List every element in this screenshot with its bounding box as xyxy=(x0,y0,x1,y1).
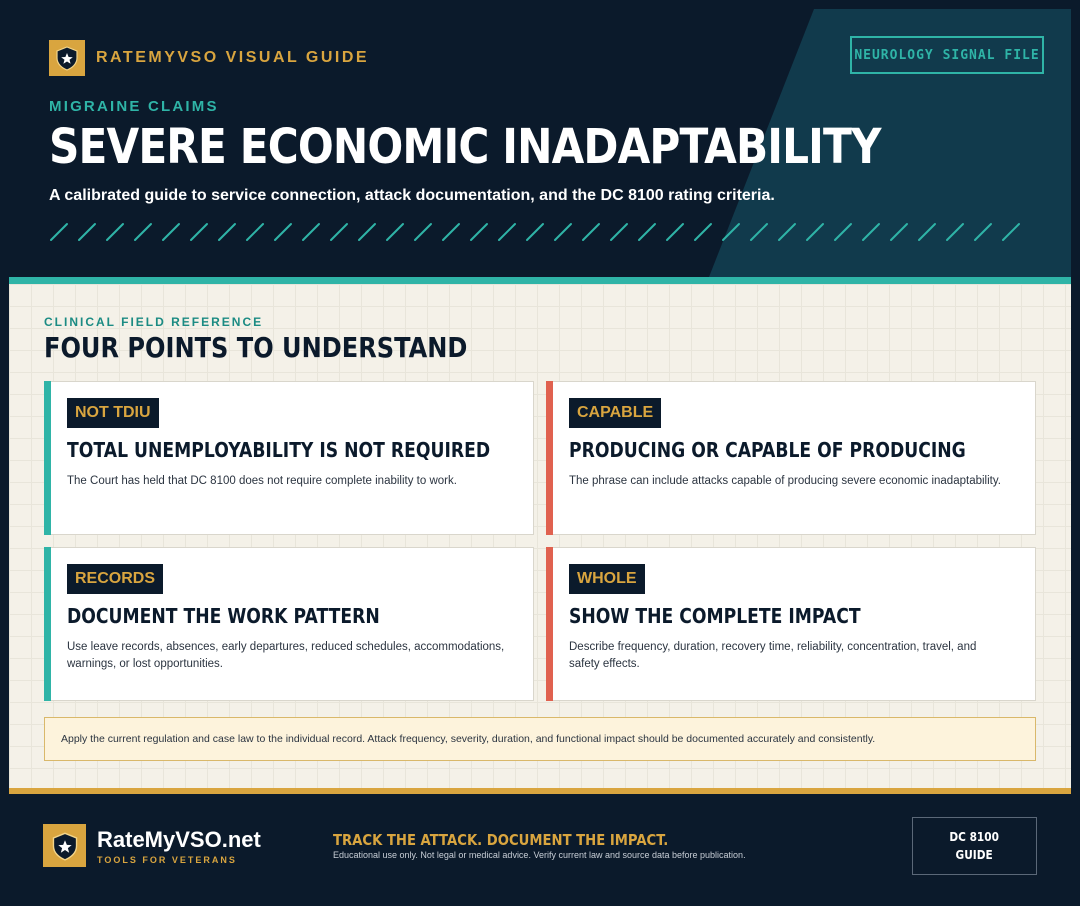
hatch-stroke xyxy=(807,224,823,240)
header xyxy=(9,9,1071,277)
card-title: SHOW THE COMPLETE IMPACT xyxy=(569,604,861,628)
signal-file-label: NEUROLOGY SIGNAL FILE xyxy=(850,36,1044,74)
hatch-stroke xyxy=(695,224,711,240)
hatch-stroke xyxy=(919,224,935,240)
hatch-stroke xyxy=(275,224,291,240)
footer-site-name: RateMyVSO.net xyxy=(97,827,261,852)
hatch-stroke xyxy=(163,224,179,240)
footer-slogan: TRACK THE ATTACK. DOCUMENT THE IMPACT. xyxy=(333,831,669,849)
hatch-stroke xyxy=(219,224,235,240)
header-eyebrow: MIGRAINE CLAIMS xyxy=(49,98,219,115)
guide-frame xyxy=(9,9,1071,897)
card-accent xyxy=(44,381,51,535)
card-accent xyxy=(44,547,51,701)
hatch-stroke xyxy=(359,224,375,240)
hatch-stroke xyxy=(611,224,627,240)
hatch-stroke xyxy=(1003,224,1019,240)
page-subtitle: A calibrated guide to service connection, attack documentation, and the DC 8100 rating criteria. xyxy=(49,187,775,204)
section-title: FOUR POINTS TO UNDERSTAND xyxy=(44,331,468,364)
hatch-stroke xyxy=(891,224,907,240)
card-tag: RECORDS xyxy=(67,564,163,594)
hatch-stroke xyxy=(835,224,851,240)
hatch-stroke xyxy=(947,224,963,240)
card-capable xyxy=(546,381,1036,535)
hatch-stroke xyxy=(387,224,403,240)
footer-disclaimer: Educational use only. Not legal or medical advice. Verify current law and source data before publication. xyxy=(333,850,746,860)
hatch-stroke xyxy=(499,224,515,240)
hatch-stroke xyxy=(975,224,991,240)
hatch-stroke xyxy=(107,224,123,240)
card-whole xyxy=(546,547,1036,701)
hatch-stroke xyxy=(863,224,879,240)
disclaimer-note: Apply the current regulation and case law to the individual record. Attack frequency, severity, duration, and functional impact should be documented accurately and consistently. xyxy=(44,717,1036,761)
hatch-stroke xyxy=(639,224,655,240)
hatch-stroke xyxy=(303,224,319,240)
card-accent xyxy=(546,381,553,535)
brand-text: RATEMYVSO VISUAL GUIDE xyxy=(96,49,370,66)
hatch-lines xyxy=(49,221,1039,243)
hatch-stroke xyxy=(555,224,571,240)
footer-box-line1: DC 8100 xyxy=(949,830,1000,844)
hatch-stroke xyxy=(135,224,151,240)
hatch-stroke xyxy=(51,224,67,240)
hatch-stroke xyxy=(751,224,767,240)
content-area xyxy=(9,284,1071,788)
card-title: TOTAL UNEMPLOYABILITY IS NOT REQUIRED xyxy=(67,438,491,462)
card-title: PRODUCING OR CAPABLE OF PRODUCING xyxy=(569,438,966,462)
shield-badge-icon xyxy=(49,40,85,76)
teal-divider xyxy=(9,277,1071,284)
card-not-tdiu xyxy=(44,381,534,535)
hatch-stroke xyxy=(527,224,543,240)
footer-box-line2: GUIDE xyxy=(955,848,994,862)
card-tag: NOT TDIU xyxy=(67,398,159,428)
footer-tagline: TOOLS FOR VETERANS xyxy=(97,855,237,865)
footer-shield-badge-icon xyxy=(43,824,86,867)
hatch-stroke xyxy=(723,224,739,240)
brand xyxy=(49,40,369,76)
card-body: Use leave records, absences, early departures, reduced schedules, accommodations, warnings, or lost opportunities. xyxy=(67,641,505,670)
hatch-stroke xyxy=(583,224,599,240)
hatch-stroke xyxy=(79,224,95,240)
card-records xyxy=(44,547,534,701)
hatch-stroke xyxy=(331,224,347,240)
card-title: DOCUMENT THE WORK PATTERN xyxy=(67,604,380,628)
card-tag: CAPABLE xyxy=(569,398,661,428)
hatch-stroke xyxy=(415,224,431,240)
hatch-stroke xyxy=(443,224,459,240)
hatch-stroke xyxy=(471,224,487,240)
hatch-stroke xyxy=(667,224,683,240)
hatch-stroke xyxy=(247,224,263,240)
hatch-stroke xyxy=(191,224,207,240)
footer xyxy=(9,794,1071,897)
card-body: The Court has held that DC 8100 does not require complete inability to work. xyxy=(67,475,457,487)
card-body: Describe frequency, duration, recovery time, reliability, concentration, travel, and safety effects. xyxy=(569,641,977,670)
card-tag: WHOLE xyxy=(569,564,645,594)
card-body: The phrase can include attacks capable of producing severe economic inadaptability. xyxy=(569,475,1001,487)
card-accent xyxy=(546,547,553,701)
section-eyebrow: CLINICAL FIELD REFERENCE xyxy=(44,315,264,329)
footer-guide-box xyxy=(912,817,1037,875)
page-title: SEVERE ECONOMIC INADAPTABILITY xyxy=(49,119,881,175)
hatch-stroke xyxy=(779,224,795,240)
